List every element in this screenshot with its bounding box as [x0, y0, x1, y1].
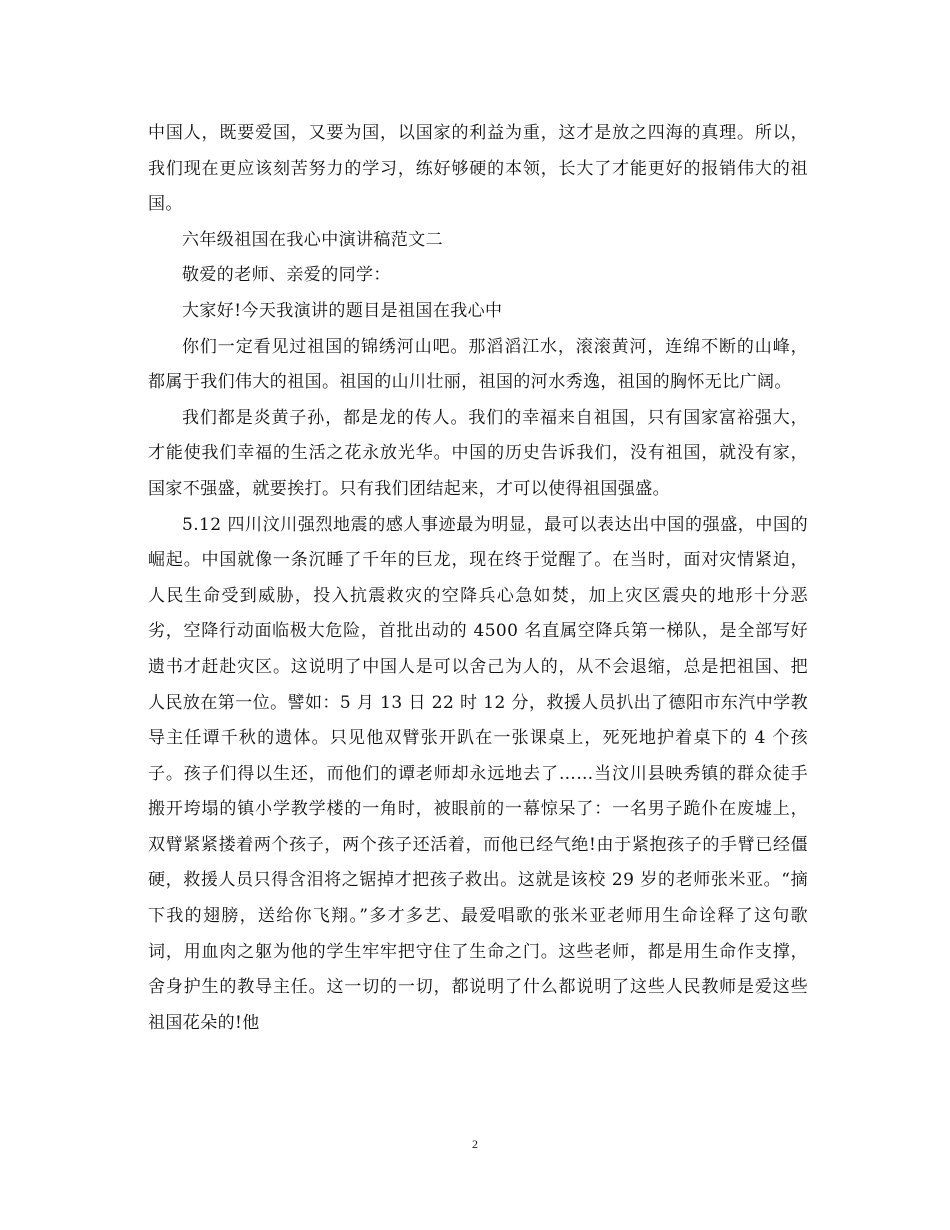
greeting: 大家好!今天我演讲的题目是祖国在我心中	[182, 300, 503, 321]
page-number: 2	[472, 1137, 478, 1151]
paragraph-7: 5.12 四川汶川强烈地震的感人事迹最为明显，最可以表达出中国的强盛，中国的崛起。中国就像一条沉睡了千年的巨龙，现在终于觉醒了。在当时，面对灾情紧迫，人民生命受到威胁，投入抗震救灾的空降兵心急如焚，加上灾区震央的地形十分恶劣，空降行动面临极大危险，首批出动的 4500 名直属空降兵第一梯队，是全部写好遗书才赶赴灾区。这说明了中国人是可以舍己为人的，从不会退缩，总是把祖国、把人民放在第一位。譬如：5 月 13 日 22 时 12 分，救援人员扒出了德阳市东汽中学教导主任谭千秋的遗体。只见他双臂张开趴在一张课桌上，死死地护着桌下的 4 个孩子。孩子们得以生还，而他们的谭老师却永远地去了……当汶川县映秀镇的群众徒手搬开垮塌的镇小学教学楼的一角时，被眼前的一幕惊呆了：一名男子跪仆在废墟上，双臂紧紧搂着两个孩子，两个孩子还活着，而他已经气绝!由于紧抱孩子的手臂已经僵硬，救援人员只得含泪将之锯掉才把孩子救出。这就是该校 29 岁的老师张米亚。“摘下我的翅膀，送给你飞翔。”多才多艺、最爱唱歌的张米亚老师用生命诠释了这句歌词，用血肉之躯为他的学生牢牢把守住了生命之门。这些老师，都是用生命作支撑，舍身护生的教导主任。这一切的一切，都说明了什么都说明了这些人民教师是爱这些祖国花朵的!他	[148, 514, 808, 1033]
section-heading: 六年级祖国在我心中演讲稿范文二	[182, 229, 443, 250]
paragraph-5: 你们一定看见过祖国的锦绣河山吧。那滔滔江水，滚滚黄河，连绵不断的山峰，都属于我们伟大的祖国。祖国的山川壮丽，祖国的河水秀逸，祖国的胸怀无比广阔。	[148, 336, 808, 393]
paragraph-6: 我们都是炎黄子孙，都是龙的传人。我们的幸福来自祖国，只有国家富裕强大，才能使我们幸福的生活之花永放光华。中国的历史告诉我们，没有祖国，就没有家，国家不强盛，就要挨打。只有我们团结起来，才可以使得祖国强盛。	[148, 407, 808, 499]
paragraph-1: 中国人，既要爱国，又要为国，以国家的利益为重，这才是放之四海的真理。所以，我们现在更应该刻苦努力的学习，练好够硬的本领，长大了才能更好的报销伟大的祖国。	[148, 123, 808, 215]
document-body	[148, 116, 808, 1041]
salutation: 敬爱的老师、亲爱的同学：	[182, 265, 391, 286]
